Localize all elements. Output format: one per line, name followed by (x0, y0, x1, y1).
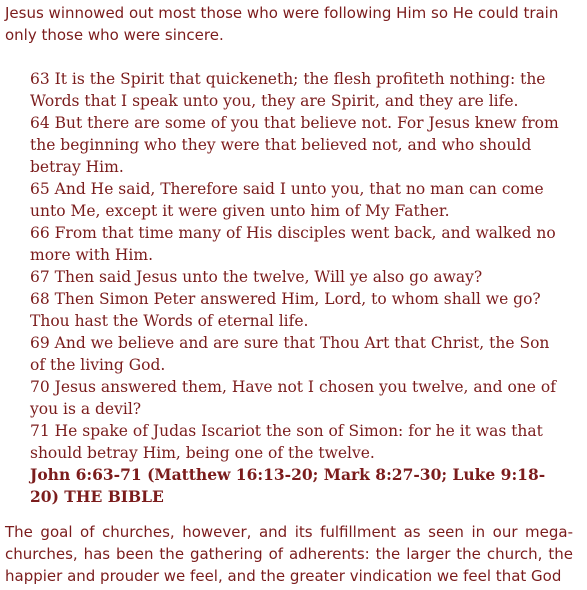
verse-68: 68 Then Simon Peter answered Him, Lord, to whom shall we go? Thou hast the Words of eternal life. (30, 290, 541, 330)
verse-65: 65 And He said, Therefore said I unto you, that no man can come unto Me, except it were given unto him of My Father. (30, 180, 544, 220)
verse-70: 70 Jesus answered them, Have not I chosen you twelve, and one of you is a devil? (30, 378, 556, 418)
verse-64: 64 But there are some of you that believe not. For Jesus knew from the beginning who they were that believed not, and who should betray Him. (30, 114, 559, 176)
scripture-quote (30, 68, 560, 508)
verse-67: 67 Then said Jesus unto the twelve, Will ye also go away? (30, 268, 483, 286)
intro-paragraph: Jesus winnowed out most those who were following Him so He could train only those who were sincere. (5, 4, 559, 44)
verse-71: 71 He spake of Judas Iscariot the son of Simon: for he it was that should betray Him, being one of the twelve. (30, 422, 543, 462)
verse-63: 63 It is the Spirit that quickeneth; the flesh profiteth nothing: the Words that I speak unto you, they are Spirit, and they are life. (30, 70, 546, 110)
verse-69: 69 And we believe and are sure that Thou Art that Christ, the Son of the living God. (30, 334, 550, 374)
verse-66: 66 From that time many of His disciples went back, and walked no more with Him. (30, 224, 556, 264)
closing-paragraph: The goal of churches, however, and its fulfillment as seen in our mega-churches, has been the gathering of adherents: the larger the church, the happier and prouder we feel, and the greater vindication we feel that God (5, 523, 573, 585)
scripture-citation: John 6:63-71 (Matthew 16:13-20; Mark 8:27-30; Luke 9:18-20) THE BIBLE (30, 465, 546, 506)
